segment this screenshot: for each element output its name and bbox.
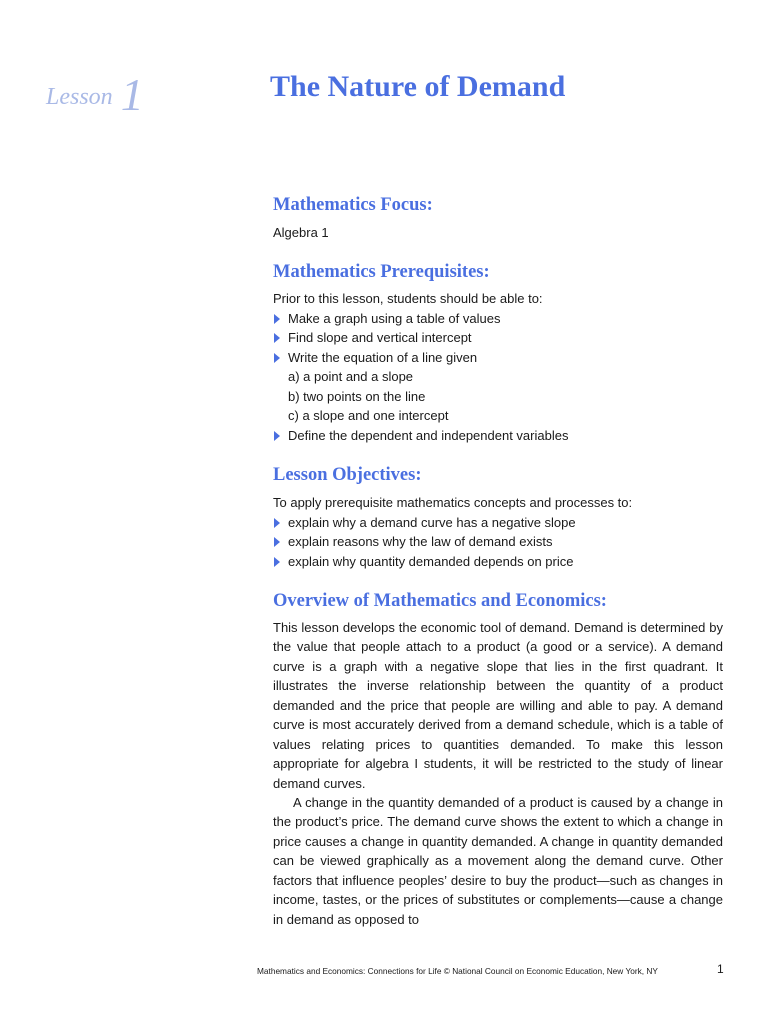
- prerequisite-item: Write the equation of a line given: [273, 348, 477, 368]
- prerequisites-heading: Mathematics Prerequisites:: [273, 262, 490, 282]
- objective-item: explain why a demand curve has a negative slope: [273, 513, 576, 533]
- prerequisite-item: Make a graph using a table of values: [273, 309, 500, 329]
- prerequisite-item: Find slope and vertical intercept: [273, 328, 472, 348]
- lesson-label: [46, 68, 144, 121]
- objectives-heading: Lesson Objectives:: [273, 465, 422, 485]
- footer-credit: Mathematics and Economics: Connections for Life © National Council on Economic Education, New York, NY: [257, 966, 658, 976]
- overview-heading: Overview of Mathematics and Economics:: [273, 591, 607, 611]
- prerequisite-sub-item: c) a slope and one intercept: [288, 408, 449, 423]
- math-focus-heading: Mathematics Focus:: [273, 195, 433, 215]
- prerequisite-sub-item: a) a point and a slope: [288, 369, 414, 384]
- objective-item: explain reasons why the law of demand exists: [273, 532, 552, 552]
- objectives-intro: To apply prerequisite mathematics concepts and processes to:: [273, 495, 633, 510]
- prerequisite-item: Define the dependent and independent variables: [273, 426, 568, 446]
- page-title: The Nature of Demand: [270, 70, 566, 103]
- lesson-word: Lesson: [46, 84, 113, 110]
- lesson-number: 1: [120, 69, 144, 120]
- prerequisites-intro: Prior to this lesson, students should be able to:: [273, 291, 543, 306]
- math-focus-text: Algebra 1: [273, 225, 329, 240]
- overview-paragraph: This lesson develops the economic tool of demand. Demand is determined by the value that people attach to a product (a good or a service). A demand curve is a graph with a negative slope that lies in the first quadrant. It illustrates the inverse relationship between the quantity of a product demanded and the price that people are willing and able to pay. A demand curve is most accurately derived from a demand schedule, which is a table of values relating prices to quantities demanded. To make this lesson appropriate for algebra I students, it will be restricted to the study of linear demand curves.: [273, 620, 723, 791]
- objective-item: explain why quantity demanded depends on price: [273, 552, 573, 572]
- page-number: 1: [717, 962, 724, 976]
- prerequisite-sub-item: b) two points on the line: [288, 388, 426, 404]
- overview-paragraph: A change in the quantity demanded of a product is caused by a change in the product’s price. The demand curve shows the extent to which a change in price causes a change in quantity demanded. A change in quantity demanded can be viewed graphically as a movement along the demand curve. Other factors that influence peoples’ desire to buy the product—such as changes in income, tastes, or the prices of substitutes or complements—cause a change in demand as opposed to: [273, 795, 723, 927]
